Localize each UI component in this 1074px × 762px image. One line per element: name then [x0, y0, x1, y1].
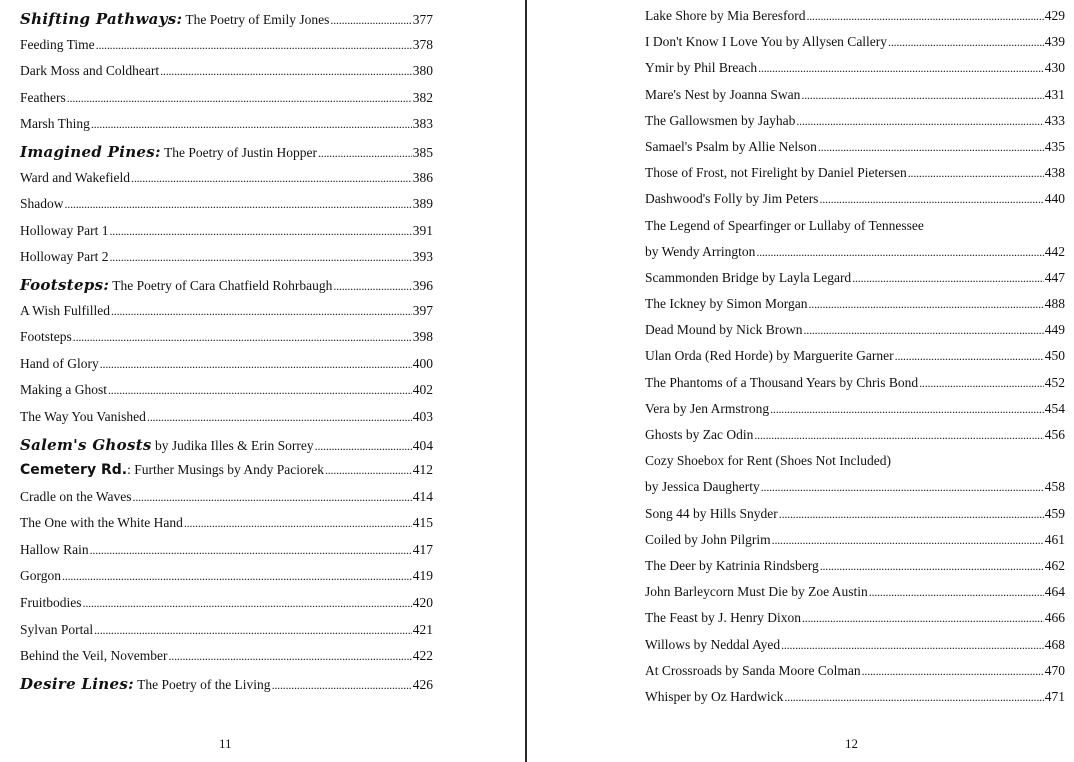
toc-entry-title: I Don't Know I Love You by Allysen Callery [645, 34, 888, 50]
section-subtitle: by Judika Illes & Erin Sorrey [151, 437, 314, 453]
dot-leader [62, 568, 412, 584]
toc-page-number: 400 [412, 355, 433, 371]
toc-entry [20, 223, 433, 250]
toc-page-number: 464 [1044, 584, 1065, 600]
toc-entry-title: Ulan Orda (Red Horde) by Marguerite Garner [645, 348, 894, 364]
toc-entry [20, 595, 433, 622]
toc-entry [645, 427, 1065, 453]
toc-entry-title: Lake Shore by Mia Beresford [645, 8, 806, 23]
section-subtitle: The Poetry of Emily Jones [182, 12, 330, 27]
toc-entry [20, 63, 433, 90]
toc-page-number: 429 [1044, 8, 1065, 23]
toc-entry-title: Dashwood's Folly by Jim Peters [645, 191, 819, 207]
toc-page-number: 430 [1044, 60, 1065, 76]
dot-leader [779, 506, 1044, 522]
section-subtitle: The Poetry of the Living [133, 676, 271, 692]
toc-entry [20, 37, 433, 64]
dot-leader [852, 270, 1044, 286]
toc-entry-title: Sylvan Portal [20, 621, 94, 637]
dot-leader [801, 87, 1043, 103]
toc-page-number: 419 [412, 568, 433, 584]
toc-entry-title: Holloway Part 1 [20, 222, 109, 238]
book-spine-divider [525, 0, 527, 762]
toc-entry [20, 170, 433, 197]
toc-entry-title: John Barleycorn Must Die by Zoe Austin [645, 584, 868, 600]
toc-entry-title: Feeding Time [20, 36, 95, 52]
dot-leader [94, 622, 412, 638]
dot-leader [772, 532, 1044, 548]
toc-page-number: 383 [412, 116, 433, 132]
dot-leader [90, 542, 412, 558]
dot-leader [96, 37, 412, 53]
dot-leader [796, 113, 1043, 129]
dot-leader [160, 63, 412, 79]
toc-page-number: 417 [412, 541, 433, 557]
toc-entry [20, 489, 433, 516]
toc-entry [20, 515, 433, 542]
toc-entry-title: The Way You Vanished [20, 408, 146, 424]
toc-entry-title: The Phantoms of a Thousand Years by Chris Bond [645, 374, 919, 390]
toc-entry [645, 532, 1065, 558]
toc-page-number: 435 [1044, 138, 1065, 154]
toc-page-number: 397 [412, 302, 433, 318]
toc-entry-title: Dark Moss and Coldheart [20, 63, 160, 79]
toc-entry-title: Scammonden Bridge by Layla Legard [645, 269, 852, 285]
toc-entry-title: by Wendy Arrington [645, 243, 756, 259]
dot-leader [73, 329, 412, 345]
right-page-number: 12 [845, 736, 858, 751]
toc-entry [20, 542, 433, 569]
dot-leader [91, 116, 412, 132]
toc-entry [645, 87, 1065, 113]
toc-entry [645, 270, 1065, 296]
section-subtitle: The Poetry of Cara Chatfield Rohrbaugh [109, 277, 333, 293]
toc-page-number: 421 [412, 621, 433, 637]
toc-page-number: 447 [1044, 269, 1065, 285]
toc-page-number: 420 [412, 595, 433, 611]
dot-leader [808, 296, 1043, 312]
toc-section-header [20, 143, 433, 170]
toc-entry-title: Gorgon [20, 568, 62, 584]
toc-entry [645, 34, 1065, 60]
toc-entry-title: Hallow Rain [20, 541, 89, 557]
toc-page-number: 391 [412, 222, 433, 238]
toc-page-number: 461 [1044, 531, 1065, 547]
toc-entry [645, 506, 1065, 532]
toc-entry-title-line [645, 453, 1065, 479]
toc-page-number: 452 [1044, 374, 1065, 390]
toc-page-number: 442 [1044, 243, 1065, 259]
toc-entry-title: The Ickney by Simon Morgan [645, 296, 808, 312]
toc-entry-title: Shadow [20, 196, 64, 212]
toc-entry [20, 409, 433, 436]
section-title: Salem's Ghosts [20, 435, 152, 454]
toc-section-header [20, 10, 433, 37]
dot-leader [133, 489, 412, 505]
toc-entry [645, 479, 1065, 505]
dot-leader [67, 90, 412, 106]
toc-page-number: 382 [412, 89, 433, 105]
toc-entry-title [20, 10, 329, 28]
toc-entry-title: Song 44 by Hills Snyder [645, 505, 778, 521]
toc-page-number: 468 [1044, 636, 1065, 652]
toc-page-number: 389 [412, 196, 433, 212]
toc-entry [20, 196, 433, 223]
dot-leader [131, 170, 412, 186]
dot-leader [770, 401, 1044, 417]
toc-entry [20, 329, 433, 356]
toc-page-number: 462 [1044, 557, 1065, 573]
toc-entry [645, 663, 1065, 689]
toc-page-number: 380 [412, 63, 433, 79]
dot-leader [819, 191, 1043, 207]
dot-leader [333, 278, 411, 294]
toc-entry-title-line [645, 218, 1065, 244]
toc-page-number: 471 [1044, 688, 1065, 704]
toc-entry-title: The Feast by J. Henry Dixon [645, 610, 801, 626]
toc-entry [20, 116, 433, 143]
dot-leader [330, 12, 411, 28]
toc-entry-title: Samael's Psalm by Allie Nelson [645, 138, 817, 154]
toc-entry-title: Cozy Shoebox for Rent (Shoes Not Included) [645, 453, 891, 469]
toc-entry [645, 375, 1065, 401]
toc-page-number: 439 [1044, 34, 1065, 50]
dot-leader [784, 689, 1043, 705]
section-title: Imagined Pines: [20, 142, 161, 161]
toc-entry-title: Coiled by John Pilgrim [645, 531, 771, 547]
toc-page-number: 422 [412, 648, 433, 664]
toc-entry-title: Making a Ghost [20, 382, 107, 398]
toc-page-number: 466 [1044, 610, 1065, 626]
toc-entry-title [20, 276, 332, 294]
dot-leader [111, 303, 412, 319]
toc-entry-title: Mare's Nest by Joanna Swan [645, 86, 801, 102]
toc-page-number: 403 [412, 408, 433, 424]
toc-page-number: 404 [412, 437, 433, 453]
toc-entry [20, 303, 433, 330]
toc-entry [645, 348, 1065, 374]
dot-leader [318, 145, 412, 161]
toc-entry [645, 637, 1065, 663]
toc-entry-title: The One with the White Hand [20, 515, 183, 531]
dot-leader [108, 382, 412, 398]
toc-entry [645, 322, 1065, 348]
dot-leader [803, 322, 1043, 338]
toc-page-number: 431 [1044, 86, 1065, 102]
toc-entry [20, 622, 433, 649]
toc-page-number: 393 [412, 249, 433, 265]
toc-entry [645, 689, 1065, 715]
dot-leader [869, 584, 1044, 600]
toc-entry-title: At Crossroads by Sanda Moore Colman [645, 662, 861, 678]
toc-entry [645, 139, 1065, 165]
toc-entry [645, 8, 1065, 34]
toc-page-number: 386 [412, 169, 433, 185]
dot-leader [272, 677, 412, 693]
toc-entry [645, 558, 1065, 584]
toc-entry [20, 90, 433, 117]
toc-entry-title: Vera by Jen Armstrong [645, 400, 770, 416]
dot-leader [781, 637, 1044, 653]
dot-leader [110, 249, 412, 265]
toc-entry-title [20, 462, 324, 478]
toc-entry-title: Behind the Veil, November [20, 648, 168, 664]
toc-page-number: 488 [1044, 296, 1065, 312]
toc-entry-title: Fruitbodies [20, 595, 82, 611]
toc-entry [645, 191, 1065, 217]
toc-page-number: 412 [412, 462, 433, 478]
toc-entry-title: Ymir by Phil Breach [645, 60, 758, 76]
dot-leader [888, 34, 1044, 50]
toc-entry-title: A Wish Fulfilled [20, 302, 110, 318]
toc-entry [645, 60, 1065, 86]
section-title: Cemetery Rd. [20, 462, 128, 479]
toc-entry-title: Cradle on the Waves [20, 488, 132, 504]
left-page-number: 11 [219, 736, 232, 751]
toc-entry-title: Footsteps [20, 329, 72, 345]
toc-page-number: 377 [412, 12, 433, 27]
toc-entry [645, 610, 1065, 636]
right-toc-list [645, 8, 1065, 715]
toc-page-number: 459 [1044, 505, 1065, 521]
toc-entry-title: Feathers [20, 89, 66, 105]
dot-leader [110, 223, 412, 239]
toc-entry [645, 296, 1065, 322]
section-subtitle: The Poetry of Justin Hopper [160, 144, 317, 160]
dot-leader [895, 348, 1044, 364]
dot-leader [919, 375, 1044, 391]
toc-page-number: 450 [1044, 348, 1065, 364]
toc-page-number: 385 [412, 144, 433, 160]
toc-section-header [20, 675, 433, 702]
toc-page-number: 426 [412, 676, 433, 692]
toc-page-number: 470 [1044, 662, 1065, 678]
toc-entry [645, 401, 1065, 427]
left-toc-list [20, 10, 433, 701]
toc-entry-title: Ghosts by Zac Odin [645, 427, 754, 442]
dot-leader [820, 558, 1044, 574]
toc-section-header [20, 462, 433, 489]
toc-page-number: 396 [412, 277, 433, 293]
toc-entry-title: Holloway Part 2 [20, 249, 109, 265]
toc-page-number: 398 [412, 329, 433, 345]
toc-page-number: 456 [1044, 427, 1065, 442]
toc-entry-title: Ward and Wakefield [20, 169, 131, 185]
toc-entry-title: Whisper by Oz Hardwick [645, 688, 784, 704]
dot-leader [756, 244, 1043, 260]
dot-leader [818, 139, 1044, 155]
toc-entry-title: Dead Mound by Nick Brown [645, 322, 803, 338]
dot-leader [315, 438, 412, 454]
section-title: Desire Lines: [20, 674, 134, 693]
toc-section-header [20, 436, 433, 463]
dot-leader [65, 196, 412, 212]
dot-leader [100, 356, 412, 372]
toc-entry [20, 249, 433, 276]
toc-entry [645, 165, 1065, 191]
toc-entry-title: Hand of Glory [20, 355, 99, 371]
toc-page-number: 378 [412, 36, 433, 52]
toc-entry-title [20, 436, 314, 454]
toc-entry-title: The Gallowsmen by Jayhab [645, 112, 796, 128]
toc-page-number: 414 [412, 488, 433, 504]
section-title: Shifting Pathways: [20, 10, 183, 28]
dot-leader [147, 409, 412, 425]
dot-leader [908, 165, 1044, 181]
toc-page-number: 438 [1044, 165, 1065, 181]
toc-page-number: 440 [1044, 191, 1065, 207]
toc-entry-title: Marsh Thing [20, 116, 90, 132]
toc-entry [20, 382, 433, 409]
toc-entry [20, 648, 433, 675]
toc-page-number: 449 [1044, 322, 1065, 338]
left-page [0, 0, 525, 762]
dot-leader [802, 610, 1044, 626]
right-page [528, 0, 1074, 762]
toc-page-number: 454 [1044, 400, 1065, 416]
dot-leader [754, 427, 1043, 443]
dot-leader [168, 648, 411, 664]
dot-leader [325, 462, 412, 478]
toc-page-number: 458 [1044, 479, 1065, 495]
dot-leader [806, 8, 1043, 24]
section-title: Footsteps: [20, 275, 110, 294]
dot-leader [83, 595, 412, 611]
toc-section-header [20, 276, 433, 303]
toc-entry-title: by Jessica Daugherty [645, 479, 760, 495]
dot-leader [761, 479, 1044, 495]
toc-entry-title: The Legend of Spearfinger or Lullaby of Tennessee [645, 217, 924, 233]
toc-entry [20, 356, 433, 383]
dot-leader [758, 60, 1044, 76]
toc-entry-title [20, 675, 271, 693]
toc-entry-title: Those of Frost, not Firelight by Daniel Pietersen [645, 165, 907, 181]
toc-page-number: 433 [1044, 112, 1065, 128]
dot-leader [862, 663, 1044, 679]
toc-entry-title: Willows by Neddal Ayed [645, 636, 781, 652]
toc-entry [645, 584, 1065, 610]
toc-page-number: 402 [412, 382, 433, 398]
dot-leader [184, 515, 412, 531]
toc-entry [645, 244, 1065, 270]
toc-entry-title [20, 143, 317, 161]
toc-entry-title: The Deer by Katrinia Rindsberg [645, 557, 819, 573]
toc-page-number: 415 [412, 515, 433, 531]
section-subtitle: : Further Musings by Andy Paciorek [127, 462, 324, 478]
toc-entry [20, 568, 433, 595]
toc-entry [645, 113, 1065, 139]
